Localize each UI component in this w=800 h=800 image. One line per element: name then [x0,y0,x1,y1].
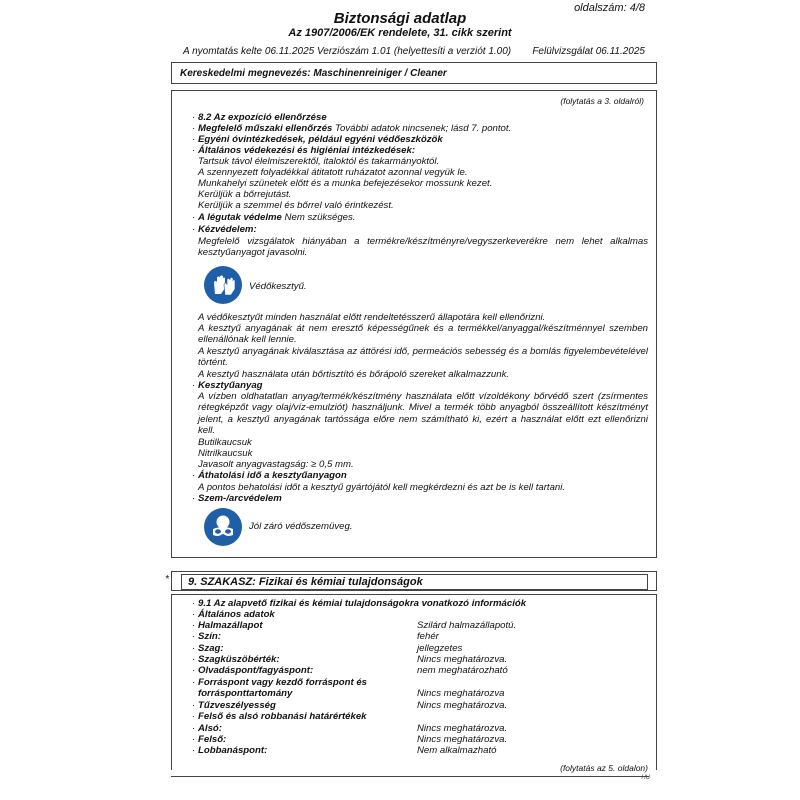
continued-to-note: (folytatás az 5. oldalon) [560,763,648,773]
exposure-heading: 8.2 Az expozíció ellenőrzése [198,112,327,123]
property-value: jellegzetes [417,643,463,654]
property-label: Lobbanáspont: [198,745,268,756]
property-value: fehér [417,631,439,642]
material-item: Nitrilkaucsuk [198,448,253,459]
section-9-box [171,594,657,770]
glove-paragraph: A kesztyű anyagának át nem eresztő képességűnek és a termékkel/anyaggal/készítménnyel szemben ellenállónak kell lennie. [198,323,648,346]
hygiene-line: Kerüljük a bőrrejutást. [198,189,292,200]
property-row: · Szín: fehér [192,631,439,642]
section-9-title-box [171,571,657,591]
page-number: oldalszám: 4/8 [574,2,645,14]
property-row: · Lobbanáspont: Nem alkalmazható [192,745,497,756]
property-label: Tűzveszélyesség [198,700,276,711]
property-label: Olvadáspont/fagyáspont: [198,665,314,676]
exposure-heading-row: · 8.2 Az expozíció ellenőrzése [192,112,327,123]
physchem-heading-row: · 9.1 Az alapvető fizikai és kémiai tulajdonságokra vonatkozó információk [192,598,527,609]
property-label: Szagküszöbérték: [198,654,280,665]
penetration-text: A pontos behatolási időt a kesztyű gyártójától kell megkérdezni és azt be is kell tartani. [198,482,566,493]
respiratory-row: · A légutak védelme Nem szükséges. [192,212,356,223]
property-row: · Szagküszöbérték: Nincs meghatározva. [192,654,508,665]
respiratory-text: Nem szükséges. [281,212,356,223]
hygiene-line: Kerüljük a szemmel és bőrrel való érintkezést. [198,200,394,211]
document-subtitle: Az 1907/2006/EK rendelete, 31. cikk szerint [288,27,512,39]
language-code: HU [641,775,650,781]
gloves-caption: Védőkesztyű. [249,281,307,292]
property-row: · Alsó: Nincs meghatározva. [192,723,508,734]
hand-protection-text: Megfelelő vizsgálatok hiányában a termékre/készítményre/vegyszerkeverékre nem lehet alkalmas kesztyűanyagot javasolni. [198,236,648,259]
eye-protection-row: · Szem-/arcvédelem [192,493,282,504]
hygiene-line: Munkahelyi szünetek előtt és a munka befejezésekor mossunk kezet. [198,178,493,189]
print-info-line [183,46,645,57]
property-label: Forráspont vagy kezdő forráspont és [198,677,367,688]
property-label: Felső: [198,734,227,745]
footer-divider [171,776,649,777]
revision-date: Felülvizsgálat 06.11.2025 [532,46,645,57]
property-label: Szín: [198,631,221,642]
tech-control-row: · Megfelelő műszaki ellenőrzés További adatok nincsenek; lásd 7. pontot. [192,123,512,134]
property-value: Nem alkalmazható [417,745,497,756]
hygiene-line: Tartsuk távol élelmiszerektől, italoktól és takarmányoktól. [198,156,440,167]
glove-paragraph: A védőkesztyűt minden használat előtt rendeltetésszerű állapotára kell ellenőrizni. [198,312,546,323]
trade-name: Kereskedelmi megnevezés: Maschinenreiniger / Cleaner [180,68,447,79]
property-value: Nincs meghatározva. [417,734,508,745]
print-date-version: A nyomtatás kelte 06.11.2025 Verziószám 1.01 (helyettesíti a verziót 1.00) [183,46,512,57]
eye-protection-label: Szem-/arcvédelem [198,493,282,504]
property-row: · Olvadáspont/fagyáspont: nem meghatározható [192,665,508,676]
property-value: Nincs meghatározva [417,688,505,699]
respiratory-label: A légutak védelme [198,212,282,223]
property-row: · Szag: jellegzetes [192,643,463,654]
property-label: Felső és alsó robbanási határértékek [198,711,367,722]
goggles-icon [204,508,242,546]
property-row: · Felső és alsó robbanási határértékek [192,711,367,722]
property-row: · Tűzveszélyesség Nincs meghatározva. [192,700,508,711]
tech-control-label: Megfelelő műszaki ellenőrzés [198,123,333,134]
continued-from-note: (folytatás a 3. oldalról) [560,96,644,106]
property-row: · Halmazállapot Szilárd halmazállapotú. [192,620,517,631]
penetration-row: · Áthatolási idő a kesztyűanyagon [192,470,347,481]
hygiene-line: A szennyezett folyadékkal átitatott ruházatot azonnal vegyük le. [198,167,468,178]
trade-name-box [171,62,657,84]
general-data-row: · Általános adatok [192,609,275,620]
gloves-icon [204,266,242,304]
property-value: Nincs meghatározva. [417,654,508,665]
hygiene-heading-row: · Általános védekezési és higiéniai intézkedések: [192,145,416,156]
material-item: Butilkaucsuk [198,437,252,448]
general-data-label: Általános adatok [198,609,275,620]
material-item: Javasolt anyagvastagság: ≥ 0,5 mm. [198,459,354,470]
glove-material-text: A vízben oldhatatlan anyag/termék/készítmény használata előtt vízoldékony bőrvédő szert (zsírmentes rétegképzőt vagy olaj/víz-emulziót) használjunk. Mivel a termék több anyagból összeállított készítményt jelent, a kesztyű anyagának tartóssága előre nem számítható ki, ezért a használat előtt ezt ellenőrizni kell. [198,391,648,437]
glove-paragraph: A kesztyű anyagának kiválasztása az áttörési idő, permeációs sebesség és a bomlás figyelembevételével történt. [198,346,648,369]
section-8-box [171,90,657,558]
section-9-title: 9. SZAKASZ: Fizikai és kémiai tulajdonságok [181,574,648,590]
tech-control-text: További adatok nincsenek; lásd 7. pontot. [332,123,512,134]
goggles-caption: Jól záró védőszemüveg. [249,521,353,532]
glove-material-label: Kesztyűanyag [198,380,263,391]
individual-measures-row: · Egyéni óvintézkedések, például egyéni védőeszközök [192,134,443,145]
revision-marker: * [165,574,169,585]
glove-material-row: · Kesztyűanyag [192,380,263,391]
hand-protection-row: · Kézvédelem: [192,224,257,235]
property-label: forrásponttartomány [198,688,293,699]
property-row [198,688,648,699]
hygiene-heading: Általános védekezési és higiéniai intézkedések: [198,145,416,156]
property-value: nem meghatározható [417,665,508,676]
penetration-label: Áthatolási idő a kesztyűanyagon [198,470,347,481]
property-value: Nincs meghatározva. [417,723,508,734]
glove-paragraph: A kesztyű használata után bőrtisztító és bőrápoló szereket alkalmazzunk. [198,369,510,380]
physchem-heading: 9.1 Az alapvető fizikai és kémiai tulajdonságokra vonatkozó információk [198,598,527,609]
property-value: Szilárd halmazállapotú. [417,620,517,631]
property-label: Szag: [198,643,224,654]
property-value: Nincs meghatározva. [417,700,508,711]
hand-protection-label: Kézvédelem: [198,224,257,235]
document-title: Biztonsági adatlap [333,10,467,27]
property-label: Alsó: [198,723,222,734]
property-label: Halmazállapot [198,620,263,631]
property-row: · Felső: Nincs meghatározva. [192,734,508,745]
property-row: · Forráspont vagy kezdő forráspont és [192,677,367,688]
individual-measures: Egyéni óvintézkedések, például egyéni védőeszközök [198,134,443,145]
